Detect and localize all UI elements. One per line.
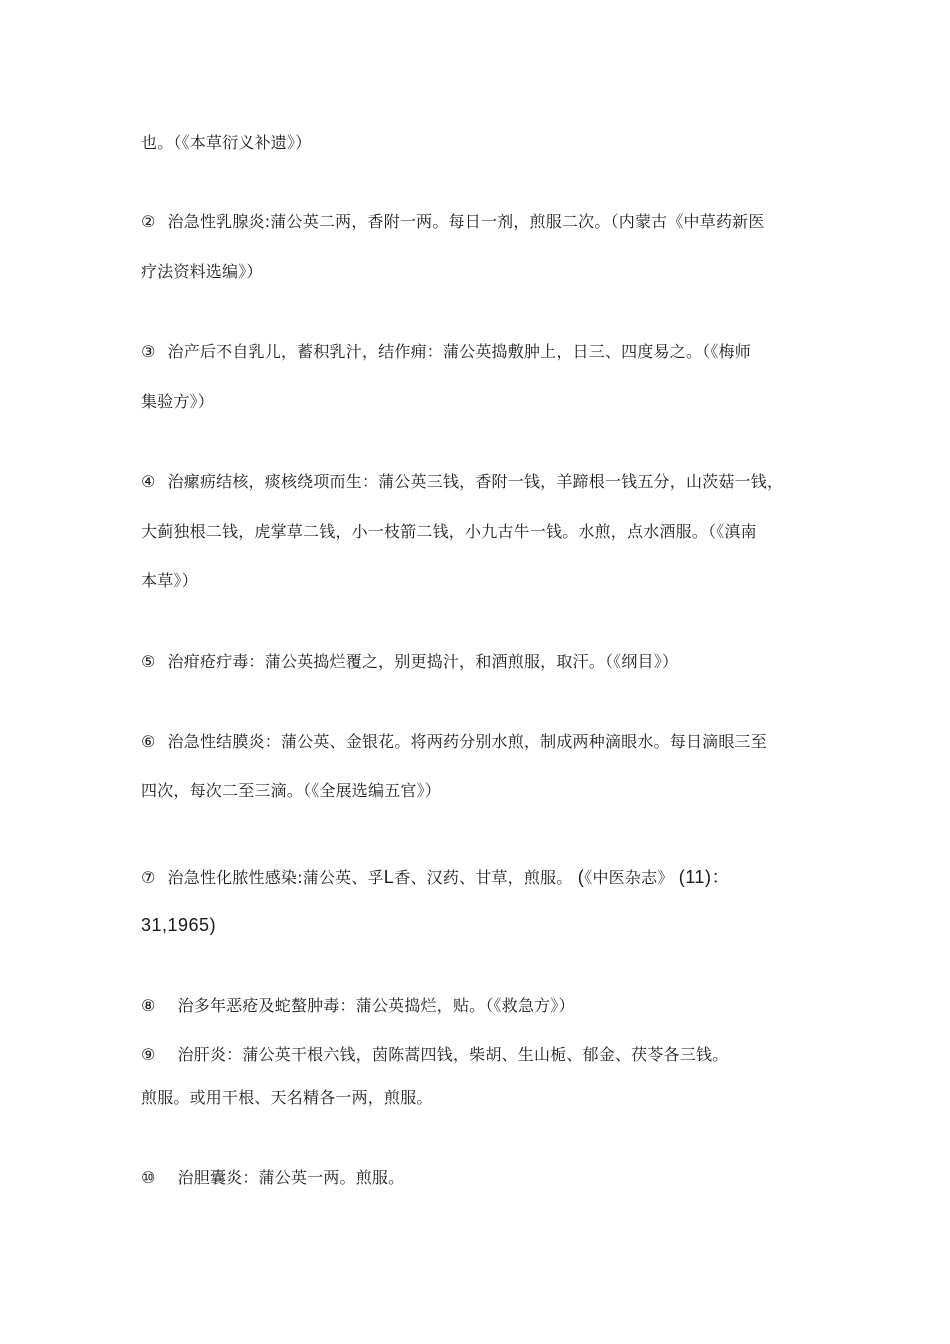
line-text: 治瘰疬结核，痰核绕项而生：蒲公英三钱，香附一钱，羊蹄根一钱五分，山茨菇一钱， (167, 472, 784, 491)
list-item (141, 867, 730, 888)
item-number: ③ (141, 342, 156, 361)
text-line (141, 571, 198, 591)
line-text: 治急性乳腺炎:蒲公英二两，香附一两。每日一剂，煎服二次。（内蒙古《中草药新医 (167, 212, 765, 231)
item-number: ⑨ (141, 1045, 156, 1064)
text-line (141, 522, 757, 542)
line-text-latin: L (383, 867, 395, 887)
line-text: 煎服。或用干根、天名精各一两，煎服。 (141, 1088, 433, 1107)
item-number: ⑩ (141, 1168, 156, 1187)
line-text-latin: ( (577, 867, 585, 887)
line-text: 治急性结膜炎：蒲公英、金银花。将两药分别水煎，制成两种滴眼水。每日滴眼三至 (167, 732, 767, 751)
text-line (141, 262, 263, 282)
list-item (141, 472, 783, 492)
line-text-latin: 31,1965) (141, 915, 217, 935)
list-item (141, 1045, 728, 1065)
line-text: 疗法资料选编》） (141, 262, 263, 281)
list-item (141, 732, 767, 752)
line-text: 治急性化脓性感染:蒲公英、孚 (167, 868, 384, 887)
text-line (141, 1088, 433, 1108)
item-number: ⑦ (141, 868, 156, 887)
line-text: 治肝炎：蒲公英干根六钱，茵陈蒿四钱，柴胡、生山栀、郁金、茯苓各三钱。 (177, 1045, 729, 1064)
line-text: 治产后不自乳儿，蓄积乳汁，结作痈：蒲公英捣敷肿上，日三、四度易之。（《梅师 (167, 342, 751, 361)
line-text: 《中医杂志》 (584, 868, 674, 887)
line-text: 集验方》） (141, 392, 215, 411)
text-line (141, 781, 441, 801)
list-item (141, 1168, 404, 1188)
item-number: ② (141, 212, 156, 231)
line-text: 四次，每次二至三滴。（《全展选编五官》） (141, 781, 442, 800)
list-item (141, 212, 765, 232)
line-text: 也。（《本草衍义补遗》） (141, 133, 312, 152)
list-item (141, 342, 751, 362)
item-number: ⑧ (141, 996, 156, 1015)
list-item (141, 652, 678, 672)
line-text: 治疳疮疔毒：蒲公英捣烂覆之，别更捣汁，和酒煎服，取汗。（《纲目》） (167, 652, 679, 671)
line-text-latin: (11)： (678, 867, 730, 887)
item-number: ⑥ (141, 732, 156, 751)
line-text: 大蓟独根二钱，虎掌草二钱，小一枝箭二钱，小九古牛一钱。水煎，点水酒服。（《滇南 (141, 522, 757, 541)
line-text: 香、汉药、甘草，煎服。 (394, 868, 573, 887)
list-item (141, 996, 575, 1016)
text-line (141, 392, 214, 412)
line-text: 本草》） (141, 571, 198, 590)
text-line (141, 915, 216, 936)
line-text: 治多年恶疮及蛇螯肿毒：蒲公英捣烂，贴。（《救急方》） (177, 996, 575, 1015)
line-text: 治胆囊炎：蒲公英一两。煎服。 (177, 1168, 405, 1187)
item-number: ④ (141, 472, 156, 491)
text-line (141, 133, 311, 153)
item-number: ⑤ (141, 652, 156, 671)
